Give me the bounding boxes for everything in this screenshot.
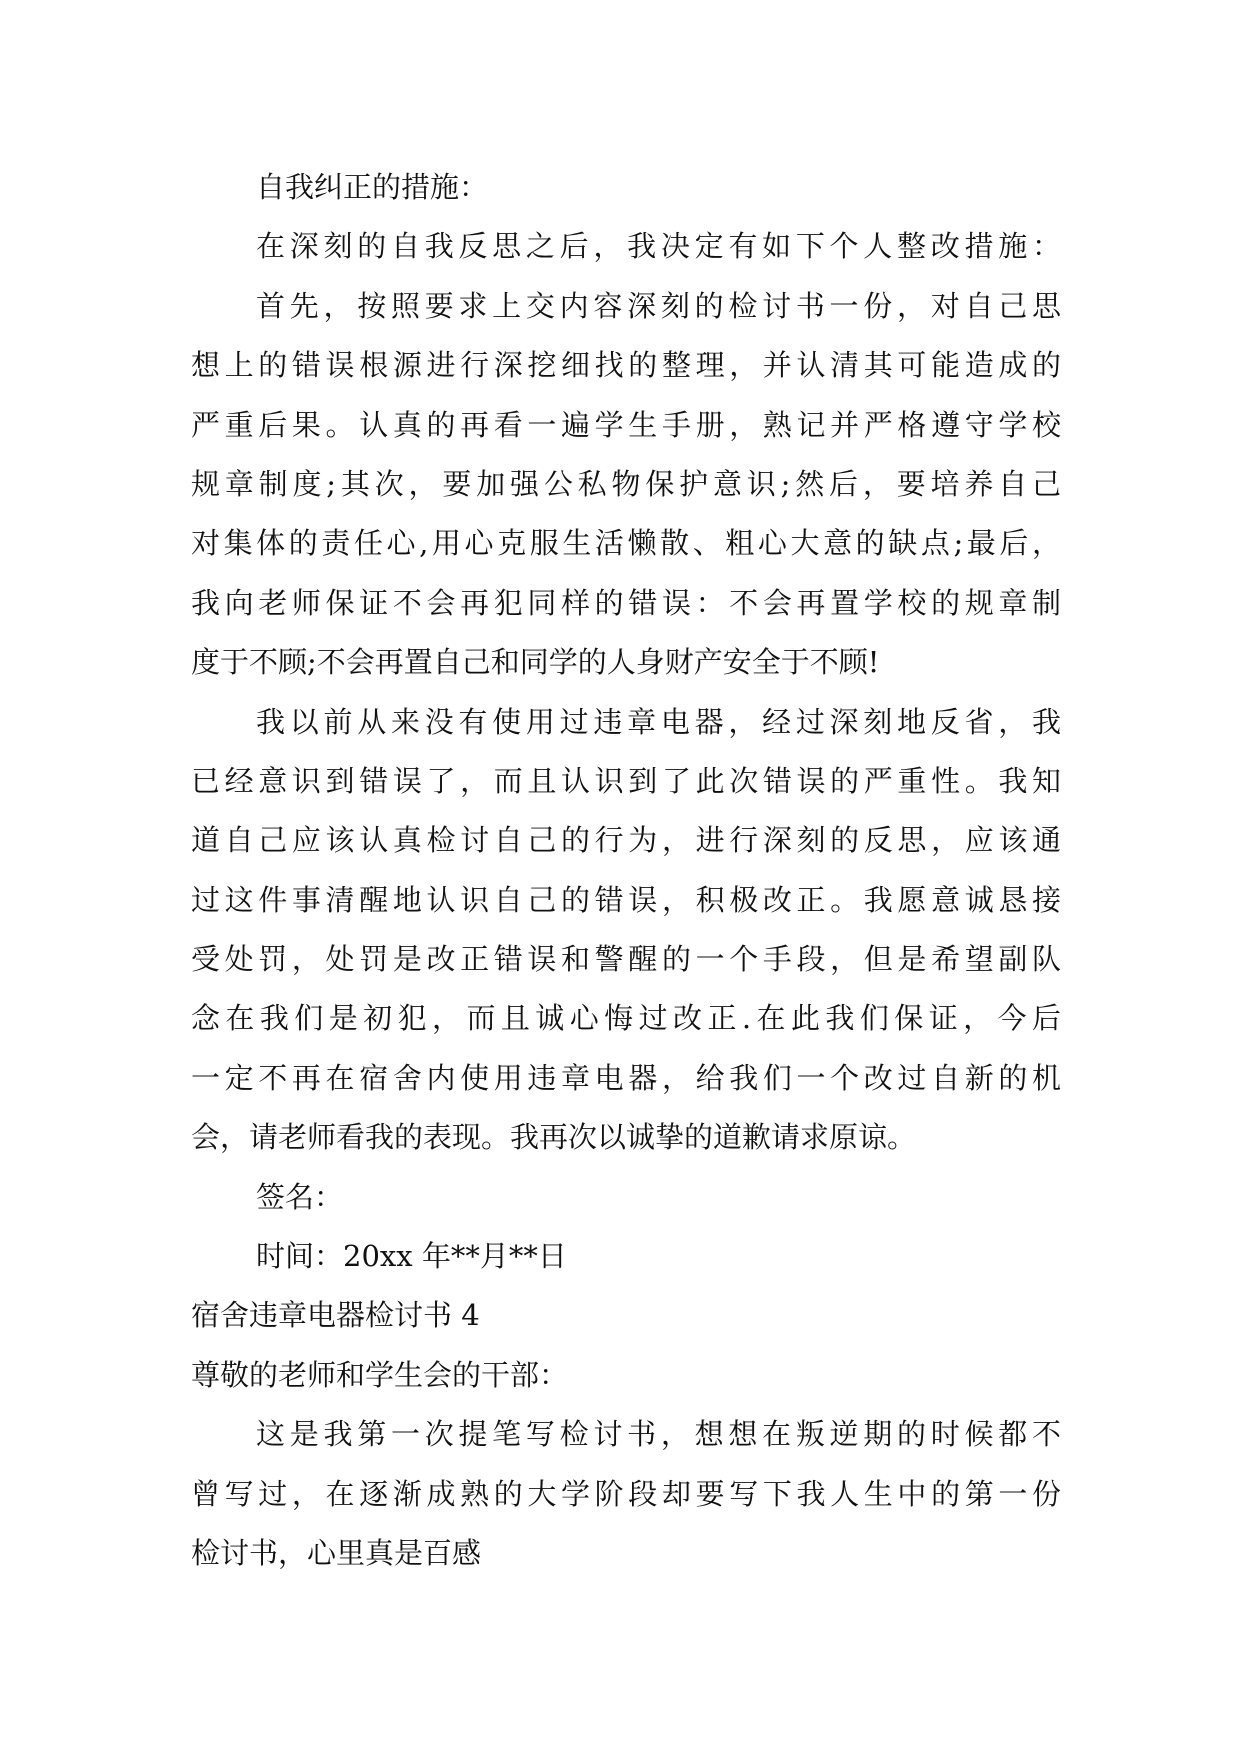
text-line: 时间：20xx 年**月**日 (256, 1239, 567, 1274)
text-line: 我以前从来没有使用过违章电器，经过深刻地反省，我 (256, 704, 1061, 739)
text-line: 受处罚，处罚是改正错误和警醒的一个手段，但是希望副队 (191, 942, 1061, 977)
text-line: 道自己应该认真检讨自己的行为，进行深刻的反思，应该通 (191, 823, 1061, 858)
text-line: 尊敬的老师和学生会的干部： (191, 1357, 569, 1392)
text-line: 严重后果。认真的再看一遍学生手册，熟记并严格遵守学校 (191, 407, 1061, 442)
text-line: 已经意识到错误了，而且认识到了此次错误的严重性。我知 (191, 763, 1061, 798)
text-line: 自我纠正的措施： (256, 170, 489, 204)
text-line: 检讨书，心里真是百感 (191, 1535, 482, 1570)
text-line: 过这件事清醒地认识自己的错误，积极改正。我愿意诚恳接 (191, 882, 1061, 917)
text-line: 对集体的责任心,用心克服生活懒散、粗心大意的缺点;最后， (191, 526, 1061, 561)
text-line: 会，请老师看我的表现。我再次以诚挚的道歉请求原谅。 (191, 1120, 917, 1155)
text-line: 一定不再在宿舍内使用违章电器，给我们一个改过自新的机 (191, 1060, 1061, 1095)
text-line: 度于不顾;不会再置自己和同学的人身财产安全于不顾! (191, 645, 880, 680)
text-line: 宿舍违章电器检讨书 4 (191, 1298, 480, 1333)
text-line: 想上的错误根源进行深挖细找的整理，并认清其可能造成的 (191, 348, 1061, 383)
text-line: 曾写过，在逐渐成熟的大学阶段却要写下我人生中的第一份 (191, 1476, 1061, 1511)
text-line: 规章制度;其次，要加强公私物保护意识;然后，要培养自己 (191, 466, 1061, 501)
text-line: 签名： (256, 1179, 344, 1214)
text-line: 念在我们是初犯，而且诚心悔过改正.在此我们保证，今后 (191, 1001, 1061, 1036)
document-body (191, 158, 1061, 1583)
text-line: 在深刻的自我反思之后，我决定有如下个人整改措施： (256, 229, 1061, 264)
text-line: 我向老师保证不会再犯同样的错误：不会再置学校的规章制 (191, 585, 1061, 620)
text-line: 首先，按照要求上交内容深刻的检讨书一份，对自己思 (256, 288, 1061, 323)
text-line: 这是我第一次提笔写检讨书，想想在叛逆期的时候都不 (256, 1417, 1061, 1452)
